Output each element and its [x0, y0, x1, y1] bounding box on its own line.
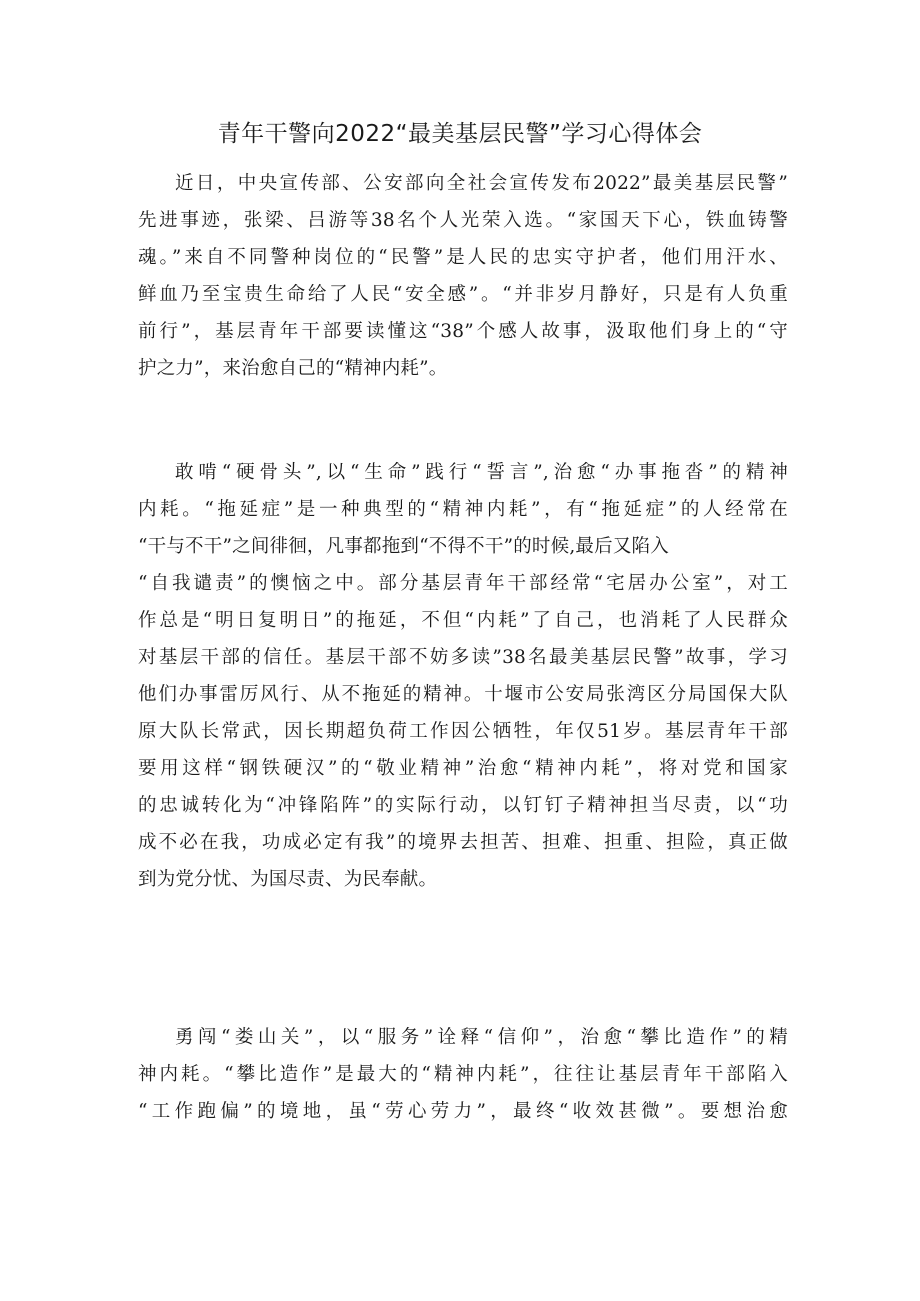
paragraph-2-line-8: 原大队长常武，因长期超负荷工作因公牺牲，年仅51岁。基层青年干部: [138, 721, 788, 742]
paragraph-1-line-6: 护之力”，来治愈自己的“精神内耗”。: [138, 358, 448, 379]
paragraph-2-line-2: 内耗。“拖延症”是一种典型的“精神内耗”，有“拖延症”的人经常在: [138, 499, 788, 520]
paragraph-1-line-5: 前行”，基层青年干部要读懂这“38”个感人故事，汲取他们身上的“守: [138, 321, 788, 342]
paragraph-2-line-9: 要用这样“钢铁硬汉”的“敬业精神”治愈“精神内耗”，将对党和国家: [138, 758, 788, 779]
paragraph-1-line-1: 近日，中央宣传部、公安部向全社会宣传发布2022”最美基层民警”: [175, 173, 788, 194]
paragraph-2-line-12: 到为党分忧、为国尽责、为民奉献。: [138, 869, 438, 890]
paragraph-2-line-5: 作总是“明日复明日”的拖延，不但“内耗”了自己，也消耗了人民群众: [138, 610, 788, 631]
paragraph-2-line-10: 的忠诚转化为“冲锋陷阵”的实际行动，以钉钉子精神担当尽责，以“功: [138, 795, 788, 816]
paragraph-2-line-11: 成不必在我，功成必定有我”的境界去担苦、担难、担重、担险，真正做: [138, 832, 788, 853]
paragraph-2-line-3: “干与不干”之间徘徊，凡事都拖到“不得不干”的时候,最后又陷入: [138, 536, 669, 557]
paragraph-2-line-1: 敢啃“硬骨头”,以“生命”践行“誓言”,治愈“办事拖沓”的精神: [175, 462, 788, 483]
paragraph-1-line-3: 魂。”来自不同警种岗位的“民警”是人民的忠实守护者，他们用汗水、: [138, 247, 788, 268]
paragraph-1-line-4: 鲜血乃至宝贵生命给了人民“安全感”。“并非岁月静好，只是有人负重: [138, 284, 788, 305]
paragraph-2-line-4: “自我谴责”的懊恼之中。部分基层青年干部经常“宅居办公室”，对工: [138, 573, 788, 594]
paragraph-1-line-2: 先进事迹，张梁、吕游等38名个人光荣入选。“家国天下心，铁血铸警: [138, 210, 788, 231]
document-title: 青年干警向2022“最美基层民警”学习心得体会: [217, 121, 703, 147]
paragraph-3-line-3: “工作跑偏”的境地，虽“劳心劳力”，最终“收效甚微”。要想治愈: [138, 1101, 788, 1122]
paragraph-2-line-6: 对基层干部的信任。基层干部不妨多读”38名最美基层民警”故事，学习: [138, 647, 788, 668]
paragraph-2-line-7: 他们办事雷厉风行、从不拖延的精神。十堰市公安局张湾区分局国保大队: [138, 684, 788, 705]
paragraph-3-line-2: 神内耗。“攀比造作”是最大的“精神内耗”，往往让基层青年干部陷入: [138, 1064, 788, 1085]
paragraph-3-line-1: 勇闯“娄山关”，以“服务”诠释“信仰”，治愈“攀比造作”的精: [175, 1027, 788, 1048]
